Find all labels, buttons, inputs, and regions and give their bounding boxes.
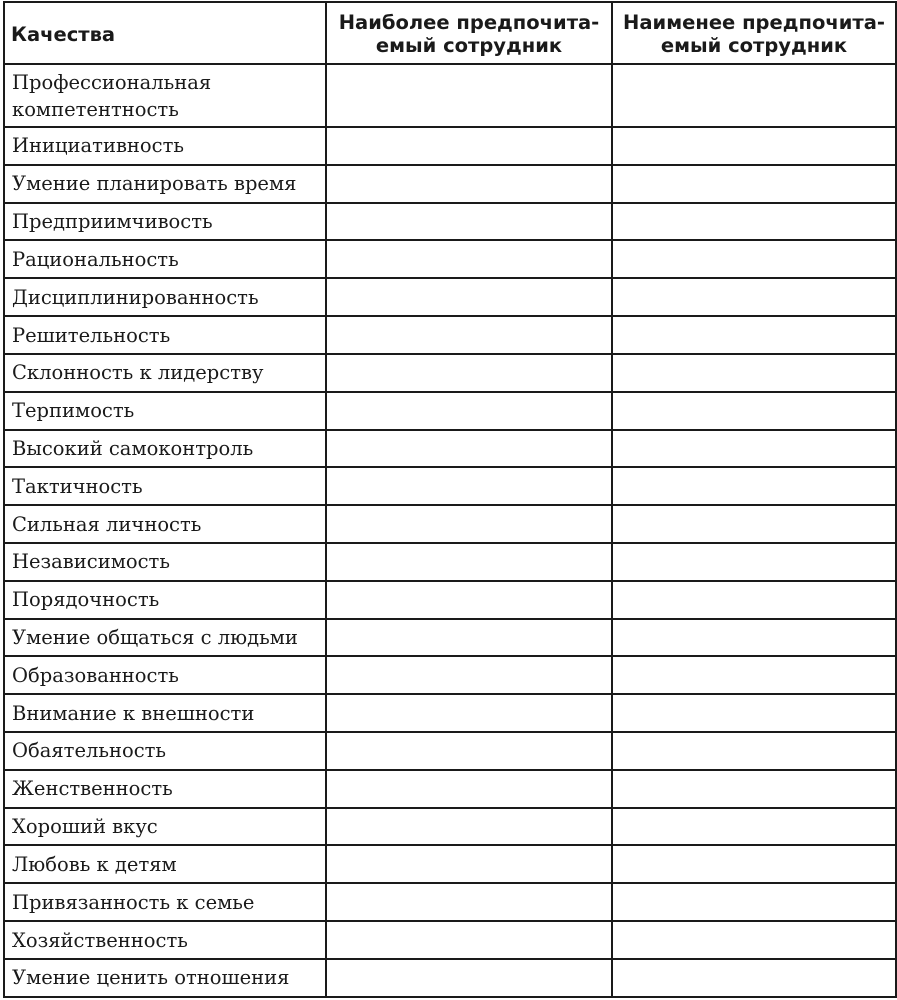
table-row <box>4 770 896 808</box>
most-preferred-cell[interactable] <box>326 354 612 392</box>
quality-cell: Хозяйственность <box>4 921 326 959</box>
least-preferred-cell[interactable] <box>612 845 896 883</box>
table-row <box>4 619 896 657</box>
least-preferred-cell[interactable] <box>612 808 896 846</box>
table-row <box>4 505 896 543</box>
least-preferred-cell[interactable] <box>612 316 896 354</box>
quality-cell: Решительность <box>4 316 326 354</box>
header-most-preferred: Наиболее предпочита-емый сотрудник <box>326 2 612 64</box>
table-row <box>4 694 896 732</box>
most-preferred-cell[interactable] <box>326 732 612 770</box>
most-preferred-cell[interactable] <box>326 543 612 581</box>
least-preferred-cell[interactable] <box>612 64 896 127</box>
least-preferred-cell[interactable] <box>612 165 896 203</box>
table-row <box>4 732 896 770</box>
table-row <box>4 64 896 127</box>
most-preferred-cell[interactable] <box>326 694 612 732</box>
quality-cell: Высокий самоконтроль <box>4 430 326 468</box>
table-row <box>4 316 896 354</box>
most-preferred-cell[interactable] <box>326 770 612 808</box>
most-preferred-cell[interactable] <box>326 203 612 241</box>
most-preferred-cell[interactable] <box>326 64 612 127</box>
most-preferred-cell[interactable] <box>326 165 612 203</box>
quality-cell: Порядочность <box>4 581 326 619</box>
quality-cell: Тактичность <box>4 467 326 505</box>
table-row <box>4 959 896 997</box>
qualities-table <box>3 1 897 998</box>
table-row <box>4 467 896 505</box>
most-preferred-cell[interactable] <box>326 581 612 619</box>
quality-cell: Образованность <box>4 656 326 694</box>
most-preferred-cell[interactable] <box>326 505 612 543</box>
table-header <box>4 2 896 64</box>
header-quality: Качества <box>4 2 326 64</box>
least-preferred-cell[interactable] <box>612 430 896 468</box>
quality-cell: Терпимость <box>4 392 326 430</box>
quality-cell: Умение планировать время <box>4 165 326 203</box>
quality-cell: Независимость <box>4 543 326 581</box>
most-preferred-cell[interactable] <box>326 619 612 657</box>
quality-cell: Дисциплинированность <box>4 278 326 316</box>
least-preferred-cell[interactable] <box>612 694 896 732</box>
quality-cell: Внимание к внешности <box>4 694 326 732</box>
quality-cell: Сильная личность <box>4 505 326 543</box>
table-row <box>4 883 896 921</box>
quality-cell: Умение ценить отношения <box>4 959 326 997</box>
least-preferred-cell[interactable] <box>612 278 896 316</box>
least-preferred-cell[interactable] <box>612 732 896 770</box>
table-row <box>4 656 896 694</box>
table-row <box>4 278 896 316</box>
table-row <box>4 845 896 883</box>
quality-cell: Умение общаться с людьми <box>4 619 326 657</box>
table-row <box>4 165 896 203</box>
quality-cell: Рациональность <box>4 240 326 278</box>
least-preferred-cell[interactable] <box>612 883 896 921</box>
most-preferred-cell[interactable] <box>326 921 612 959</box>
quality-cell: Женственность <box>4 770 326 808</box>
least-preferred-cell[interactable] <box>612 127 896 165</box>
table-row <box>4 581 896 619</box>
most-preferred-cell[interactable] <box>326 240 612 278</box>
most-preferred-cell[interactable] <box>326 808 612 846</box>
table-row <box>4 543 896 581</box>
least-preferred-cell[interactable] <box>612 467 896 505</box>
quality-cell: Предприимчивость <box>4 203 326 241</box>
least-preferred-cell[interactable] <box>612 240 896 278</box>
most-preferred-cell[interactable] <box>326 883 612 921</box>
table-body <box>4 64 896 997</box>
header-row <box>4 2 896 64</box>
least-preferred-cell[interactable] <box>612 581 896 619</box>
least-preferred-cell[interactable] <box>612 392 896 430</box>
most-preferred-cell[interactable] <box>326 392 612 430</box>
header-least-preferred: Наименее предпочита-емый сотрудник <box>612 2 896 64</box>
quality-cell: Обаятельность <box>4 732 326 770</box>
table-row <box>4 392 896 430</box>
table-row <box>4 240 896 278</box>
least-preferred-cell[interactable] <box>612 505 896 543</box>
table-row <box>4 921 896 959</box>
least-preferred-cell[interactable] <box>612 619 896 657</box>
table-row <box>4 127 896 165</box>
least-preferred-cell[interactable] <box>612 354 896 392</box>
most-preferred-cell[interactable] <box>326 316 612 354</box>
quality-cell: Любовь к детям <box>4 845 326 883</box>
most-preferred-cell[interactable] <box>326 430 612 468</box>
most-preferred-cell[interactable] <box>326 467 612 505</box>
quality-cell: Хороший вкус <box>4 808 326 846</box>
most-preferred-cell[interactable] <box>326 127 612 165</box>
least-preferred-cell[interactable] <box>612 770 896 808</box>
quality-cell: Профессиональная компетентность <box>4 64 326 127</box>
most-preferred-cell[interactable] <box>326 845 612 883</box>
least-preferred-cell[interactable] <box>612 959 896 997</box>
quality-cell: Привязанность к семье <box>4 883 326 921</box>
table-row <box>4 430 896 468</box>
least-preferred-cell[interactable] <box>612 203 896 241</box>
most-preferred-cell[interactable] <box>326 959 612 997</box>
most-preferred-cell[interactable] <box>326 656 612 694</box>
quality-cell: Инициативность <box>4 127 326 165</box>
table-row <box>4 354 896 392</box>
table-row <box>4 203 896 241</box>
quality-cell: Склонность к лидерству <box>4 354 326 392</box>
least-preferred-cell[interactable] <box>612 543 896 581</box>
table-row <box>4 808 896 846</box>
least-preferred-cell[interactable] <box>612 656 896 694</box>
least-preferred-cell[interactable] <box>612 921 896 959</box>
most-preferred-cell[interactable] <box>326 278 612 316</box>
